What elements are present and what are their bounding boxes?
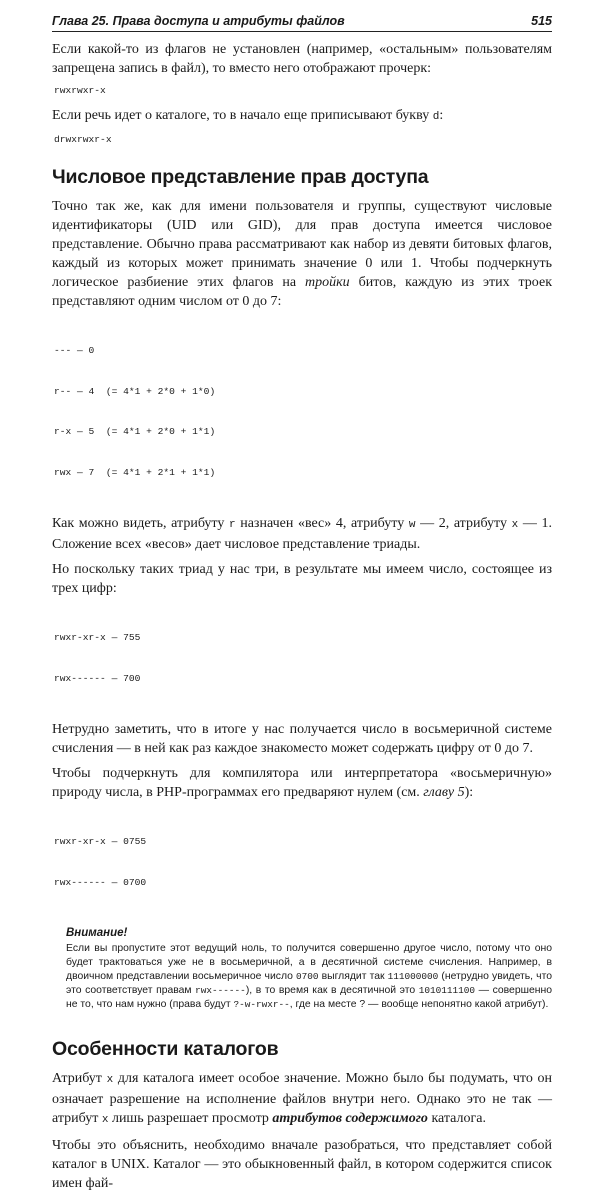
chapter-title: Глава 25. Права доступа и атрибуты файлов	[52, 14, 345, 28]
code-line: rwx------ — 700	[54, 672, 141, 684]
code-line: rwxr-xr-x — 0755	[54, 836, 147, 847]
code-line: r-- — 4 (= 4*1 + 2*0 + 1*0)	[54, 385, 216, 397]
paragraph-directory-x: Атрибут x для каталога имеет особое значение. Можно было бы подумать, что он означает разрешение на исполнение файлов внутри него. Однако это не так — атрибут x лишь разрешает просмотр атрибутов содержимого каталога.	[52, 1071, 552, 1126]
code-line: rwx — 7 (= 4*1 + 2*1 + 1*1)	[54, 466, 216, 478]
paragraph-flags-missing: Если какой-то из флагов не установлен (например, «остальным» пользователям запрещена запись в файл), то вместо него отображают прочерк:	[52, 42, 552, 76]
warning-title: Внимание!	[66, 927, 128, 939]
paragraph-three-triads: Но поскольку таких триад у нас три, в результате мы имеем число, состоящее из трех цифр:	[52, 562, 552, 596]
code-example-rwxrwxr-x: rwxrwxr-x	[54, 85, 106, 96]
code-three-digit	[54, 604, 552, 712]
paragraph-php-prefix: Чтобы подчеркнуть для компилятора или интерпретатора «восьмеричную» природу числа, в PHP-программах его предваряют нулем (см. главу 5):	[52, 766, 552, 800]
code-line: rwxr-xr-x — 755	[54, 632, 141, 643]
paragraph-weights: Как можно видеть, атрибуту r назначен «вес» 4, атрибуту w — 2, атрибуту x — 1. Сложение всех «весов» дает числовое представление триады.	[52, 516, 552, 552]
code-line: r-x — 5 (= 4*1 + 2*0 + 1*1)	[54, 426, 216, 437]
section-title-numeric-permissions: Числовое представление прав доступа	[52, 166, 429, 188]
code-example-drwxrwxr-x: drwxrwxr-x	[54, 133, 112, 145]
paragraph-octal: Нетрудно заметить, что в итоге у нас получается число в восьмеричной системе счисления — в ней как раз каждое знакоместо может содержать цифру от 0 до 7.	[52, 722, 552, 756]
running-header	[52, 14, 552, 32]
section-title-directories: Особенности каталогов	[52, 1038, 279, 1060]
paragraph-directory-explain: Чтобы это объяснить, необходимо вначале разобраться, что представляет собой каталог в UNIX. Каталог — это обыкновенный файл, в котором содержится список имен фай-	[52, 1138, 552, 1191]
paragraph-directory-prefix: Если речь идет о каталоге, то в начало еще приписывают букву d:	[52, 107, 444, 123]
code-leading-zero	[54, 808, 552, 916]
code-line: --- — 0	[54, 345, 95, 356]
page-number: 515	[531, 14, 552, 28]
warning-body: Если вы пропустите этот ведущий ноль, то получится совершенно другое число, потому что оно будет трактоваться уже не в восьмеричной, а в десятичной системе счисления. Например, в двоичном представлении восьмеричное число 0700 выглядит так 111000000 (нетрудно увидеть, что это соответствует правам rwx------), в то время как в десятичной это 1010111100 — совершенно не то, что нам нужно (права будут ?-w-rwxr--, где на месте ? — вообще непонятно какой атрибут).	[66, 943, 553, 1010]
code-line: rwx------ — 0700	[54, 876, 147, 888]
warning-note	[62, 926, 552, 1012]
code-triads	[54, 317, 552, 506]
book-page	[52, 14, 552, 1199]
paragraph-numeric-intro: Точно так же, как для имени пользователя и группы, существуют числовые идентификаторы (UID или GID), для прав доступа имеется числовое представление. Обычно права рассматривают как набор из девяти битовых флагов, каждый из которых может принимать значение 0 или 1. Чтобы подчеркнуть логическое разбиение этих флагов на тройки битов, каждую из этих троек представляют одним числом от 0 до 7:	[52, 199, 552, 309]
